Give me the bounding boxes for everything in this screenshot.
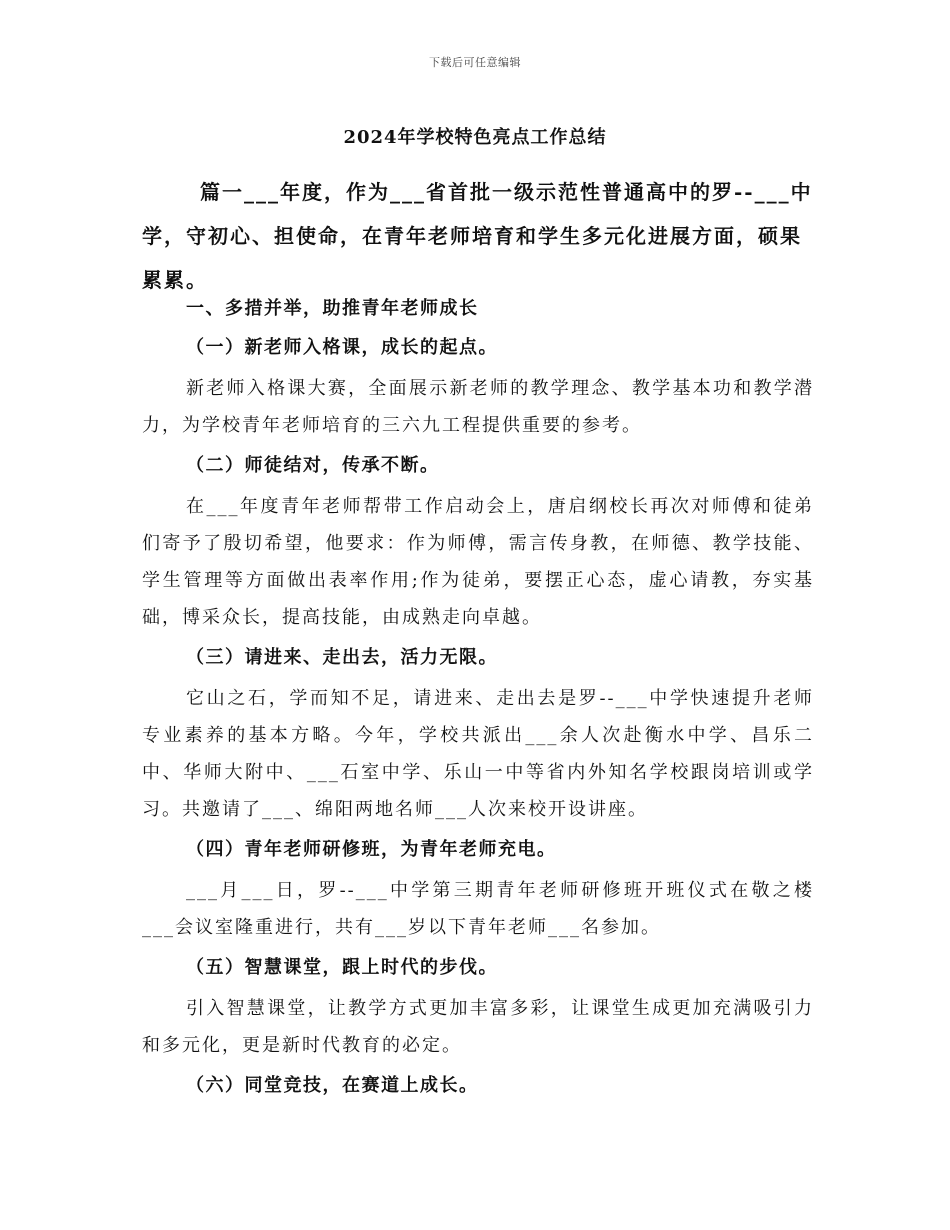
intro-paragraph: 篇一___年度，作为___省首批一级示范性普通高中的罗--___中学，守初心、担使命，在青年老师培育和学生多元化进展方面，硕果累累。: [142, 180, 813, 292]
subsection-text-3: 它山之石，学而知不足，请进来、走出去是罗--___中学快速提升老师专业素养的基本方略。今年，学校共派出___余人次赴衡水中学、昌乐二中、华师大附中、___石室中学、乐山一中等省内外知名学校跟岗培训或学习。共邀请了___、绵阳两地名师___人次来校开设讲座。: [142, 688, 814, 820]
subsection-text-5: 引入智慧课堂，让教学方式更加丰富多彩，让课堂生成更加充满吸引力和多元化，更是新时代教育的必定。: [142, 998, 814, 1056]
subsection-heading-6: （六）同堂竞技，在赛道上成长。: [186, 1075, 479, 1096]
subsection-heading-1: （一）新老师入格课，成长的起点。: [186, 337, 498, 358]
subsection-text-1: 新老师入格课大赛，全面展示新老师的教学理念、教学基本功和教学潜力，为学校青年老师培育的三六九工程提供重要的参考。: [142, 378, 814, 436]
subsection-text-4: ___月___日，罗--___中学第三期青年老师研修班开班仪式在敬之楼___会议室隆重进行，共有___岁以下青年老师___名参加。: [142, 880, 814, 938]
document-title: 2024年学校特色亮点工作总结: [343, 127, 607, 148]
subsection-heading-3: （三）请进来、走出去，活力无限。: [186, 647, 498, 668]
document-body: [142, 292, 814, 1108]
subsection-heading-2: （二）师徒结对，传承不断。: [186, 455, 440, 476]
subsection-heading-4: （四）青年老师研修班，为青年老师充电。: [186, 839, 557, 860]
header-note: 下载后可任意编辑: [429, 56, 521, 69]
subsection-text-2: 在___年度青年老师帮带工作启动会上，唐启纲校长再次对师傅和徒弟们寄予了殷切希望，他要求：作为师傅，需言传身教，在师德、教学技能、学生管理等方面做出表率作用;作为徒弟，要摆正心态，虚心请教，夯实基础，博采众长，提高技能，由成熟走向卓越。: [142, 496, 814, 628]
subsection-heading-5: （五）智慧课堂，跟上时代的步伐。: [186, 957, 498, 978]
section-heading: 一、多措并举，助推青年老师成长: [186, 298, 479, 319]
